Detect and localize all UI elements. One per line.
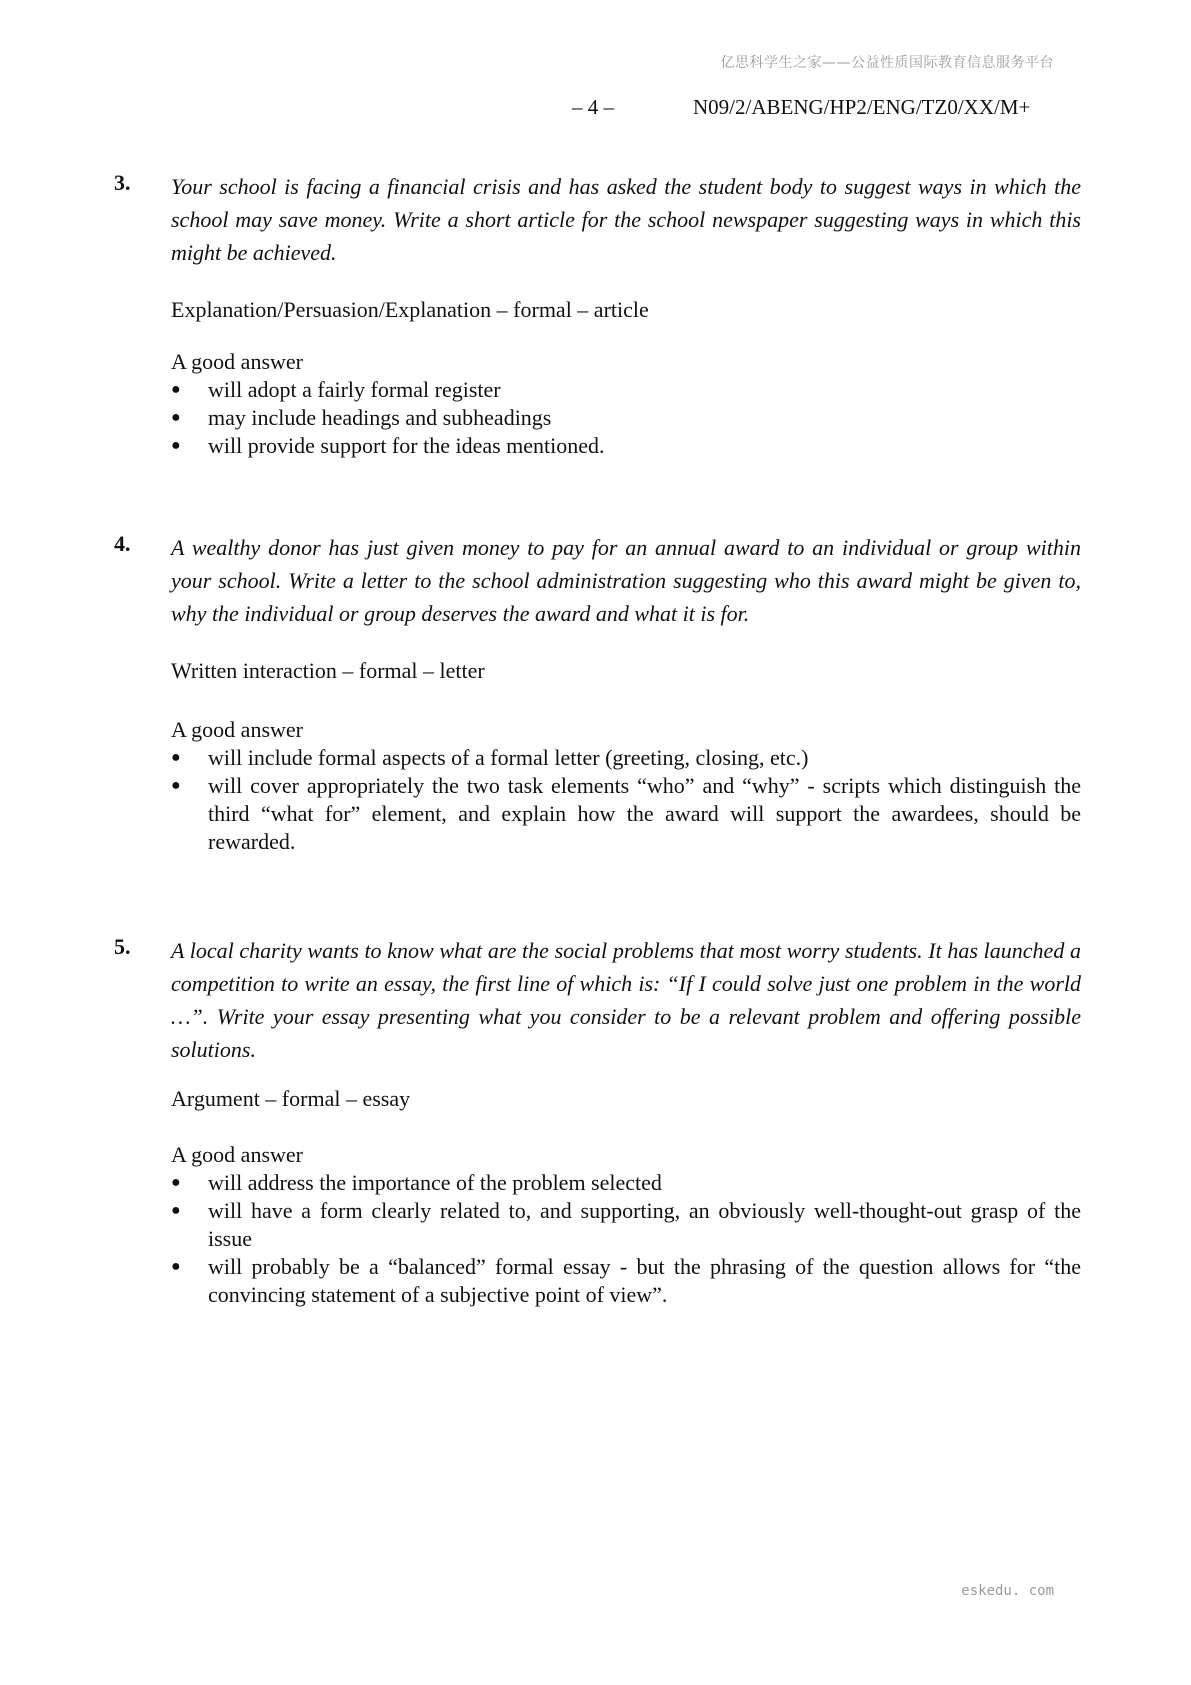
bullet-icon: ● <box>171 437 181 454</box>
criterion-text: may include headings and subheadings <box>208 405 552 430</box>
good-answer-label: A good answer <box>171 349 303 374</box>
question-prompt: A wealthy donor has just given money to pay for an annual award to an individual or group within your school. Write a letter to the school administration suggesting who this award might be given to, why the individual or group deserves the award and what it is for. <box>171 535 1081 626</box>
page-number: – 4 – <box>572 95 614 119</box>
text-type: Explanation/Persuasion/Explanation – formal – article <box>171 297 649 322</box>
bullet-icon: ● <box>171 1258 181 1275</box>
question-5 <box>114 934 1081 1309</box>
bullet-icon: ● <box>171 409 181 426</box>
bullet-icon: ● <box>171 381 181 398</box>
list-item <box>171 432 1081 460</box>
text-type: Written interaction – formal – letter <box>171 658 485 683</box>
text-type: Argument – formal – essay <box>171 1086 411 1111</box>
criterion-text: will address the importance of the problem selected <box>208 1170 662 1195</box>
criteria-list <box>171 376 1081 460</box>
criterion-text: will cover appropriately the two task elements “who” and “why” - scripts which distinguish the third “what for” element, and explain how the award will support the awardees, should be rewarded. <box>208 773 1081 854</box>
bullet-icon: ● <box>171 777 181 794</box>
list-item <box>171 376 1081 404</box>
watermark-top: 亿思科学生之家——公益性质国际教育信息服务平台 <box>720 55 1054 71</box>
watermark-bottom: eskedu. com <box>961 1583 1054 1599</box>
good-answer-label: A good answer <box>171 717 303 742</box>
criterion-text: will include formal aspects of a formal letter (greeting, closing, etc.) <box>208 745 809 770</box>
list-item <box>171 404 1081 432</box>
question-3 <box>114 170 1081 460</box>
list-item <box>171 1169 1081 1197</box>
bullet-icon: ● <box>171 749 181 766</box>
list-item <box>171 1253 1081 1309</box>
criterion-text: will have a form clearly related to, and supporting, an obviously well-thought-out grasp of the issue <box>208 1198 1081 1251</box>
bullet-icon: ● <box>171 1202 181 1219</box>
criteria-list <box>171 1169 1081 1309</box>
criteria-list <box>171 744 1081 856</box>
question-prompt: Your school is facing a financial crisis and has asked the student body to suggest ways in which the school may save money. Write a short article for the school newspaper suggesting ways in which this might be achieved. <box>171 174 1081 265</box>
criterion-text: will provide support for the ideas mentioned. <box>208 433 605 458</box>
good-answer-label: A good answer <box>171 1142 303 1167</box>
question-number: 5. <box>114 934 131 959</box>
question-number: 3. <box>114 170 131 195</box>
paper-code: N09/2/ABENG/HP2/ENG/TZ0/XX/M+ <box>693 95 1031 119</box>
list-item <box>171 772 1081 856</box>
question-number: 4. <box>114 531 131 556</box>
question-4 <box>114 531 1081 856</box>
criterion-text: will adopt a fairly formal register <box>208 377 501 402</box>
list-item <box>171 1197 1081 1253</box>
question-prompt: A local charity wants to know what are the social problems that most worry students. It has launched a competition to write an essay, the first line of which is: “If I could solve just one problem in the world …”. Write your essay presenting what you consider to be a relevant problem and offering possible solutions. <box>171 938 1081 1062</box>
bullet-icon: ● <box>171 1174 181 1191</box>
list-item <box>171 744 1081 772</box>
criterion-text: will probably be a “balanced” formal essay - but the phrasing of the question allows for “the convincing statement of a subjective point of view”. <box>208 1254 1081 1307</box>
